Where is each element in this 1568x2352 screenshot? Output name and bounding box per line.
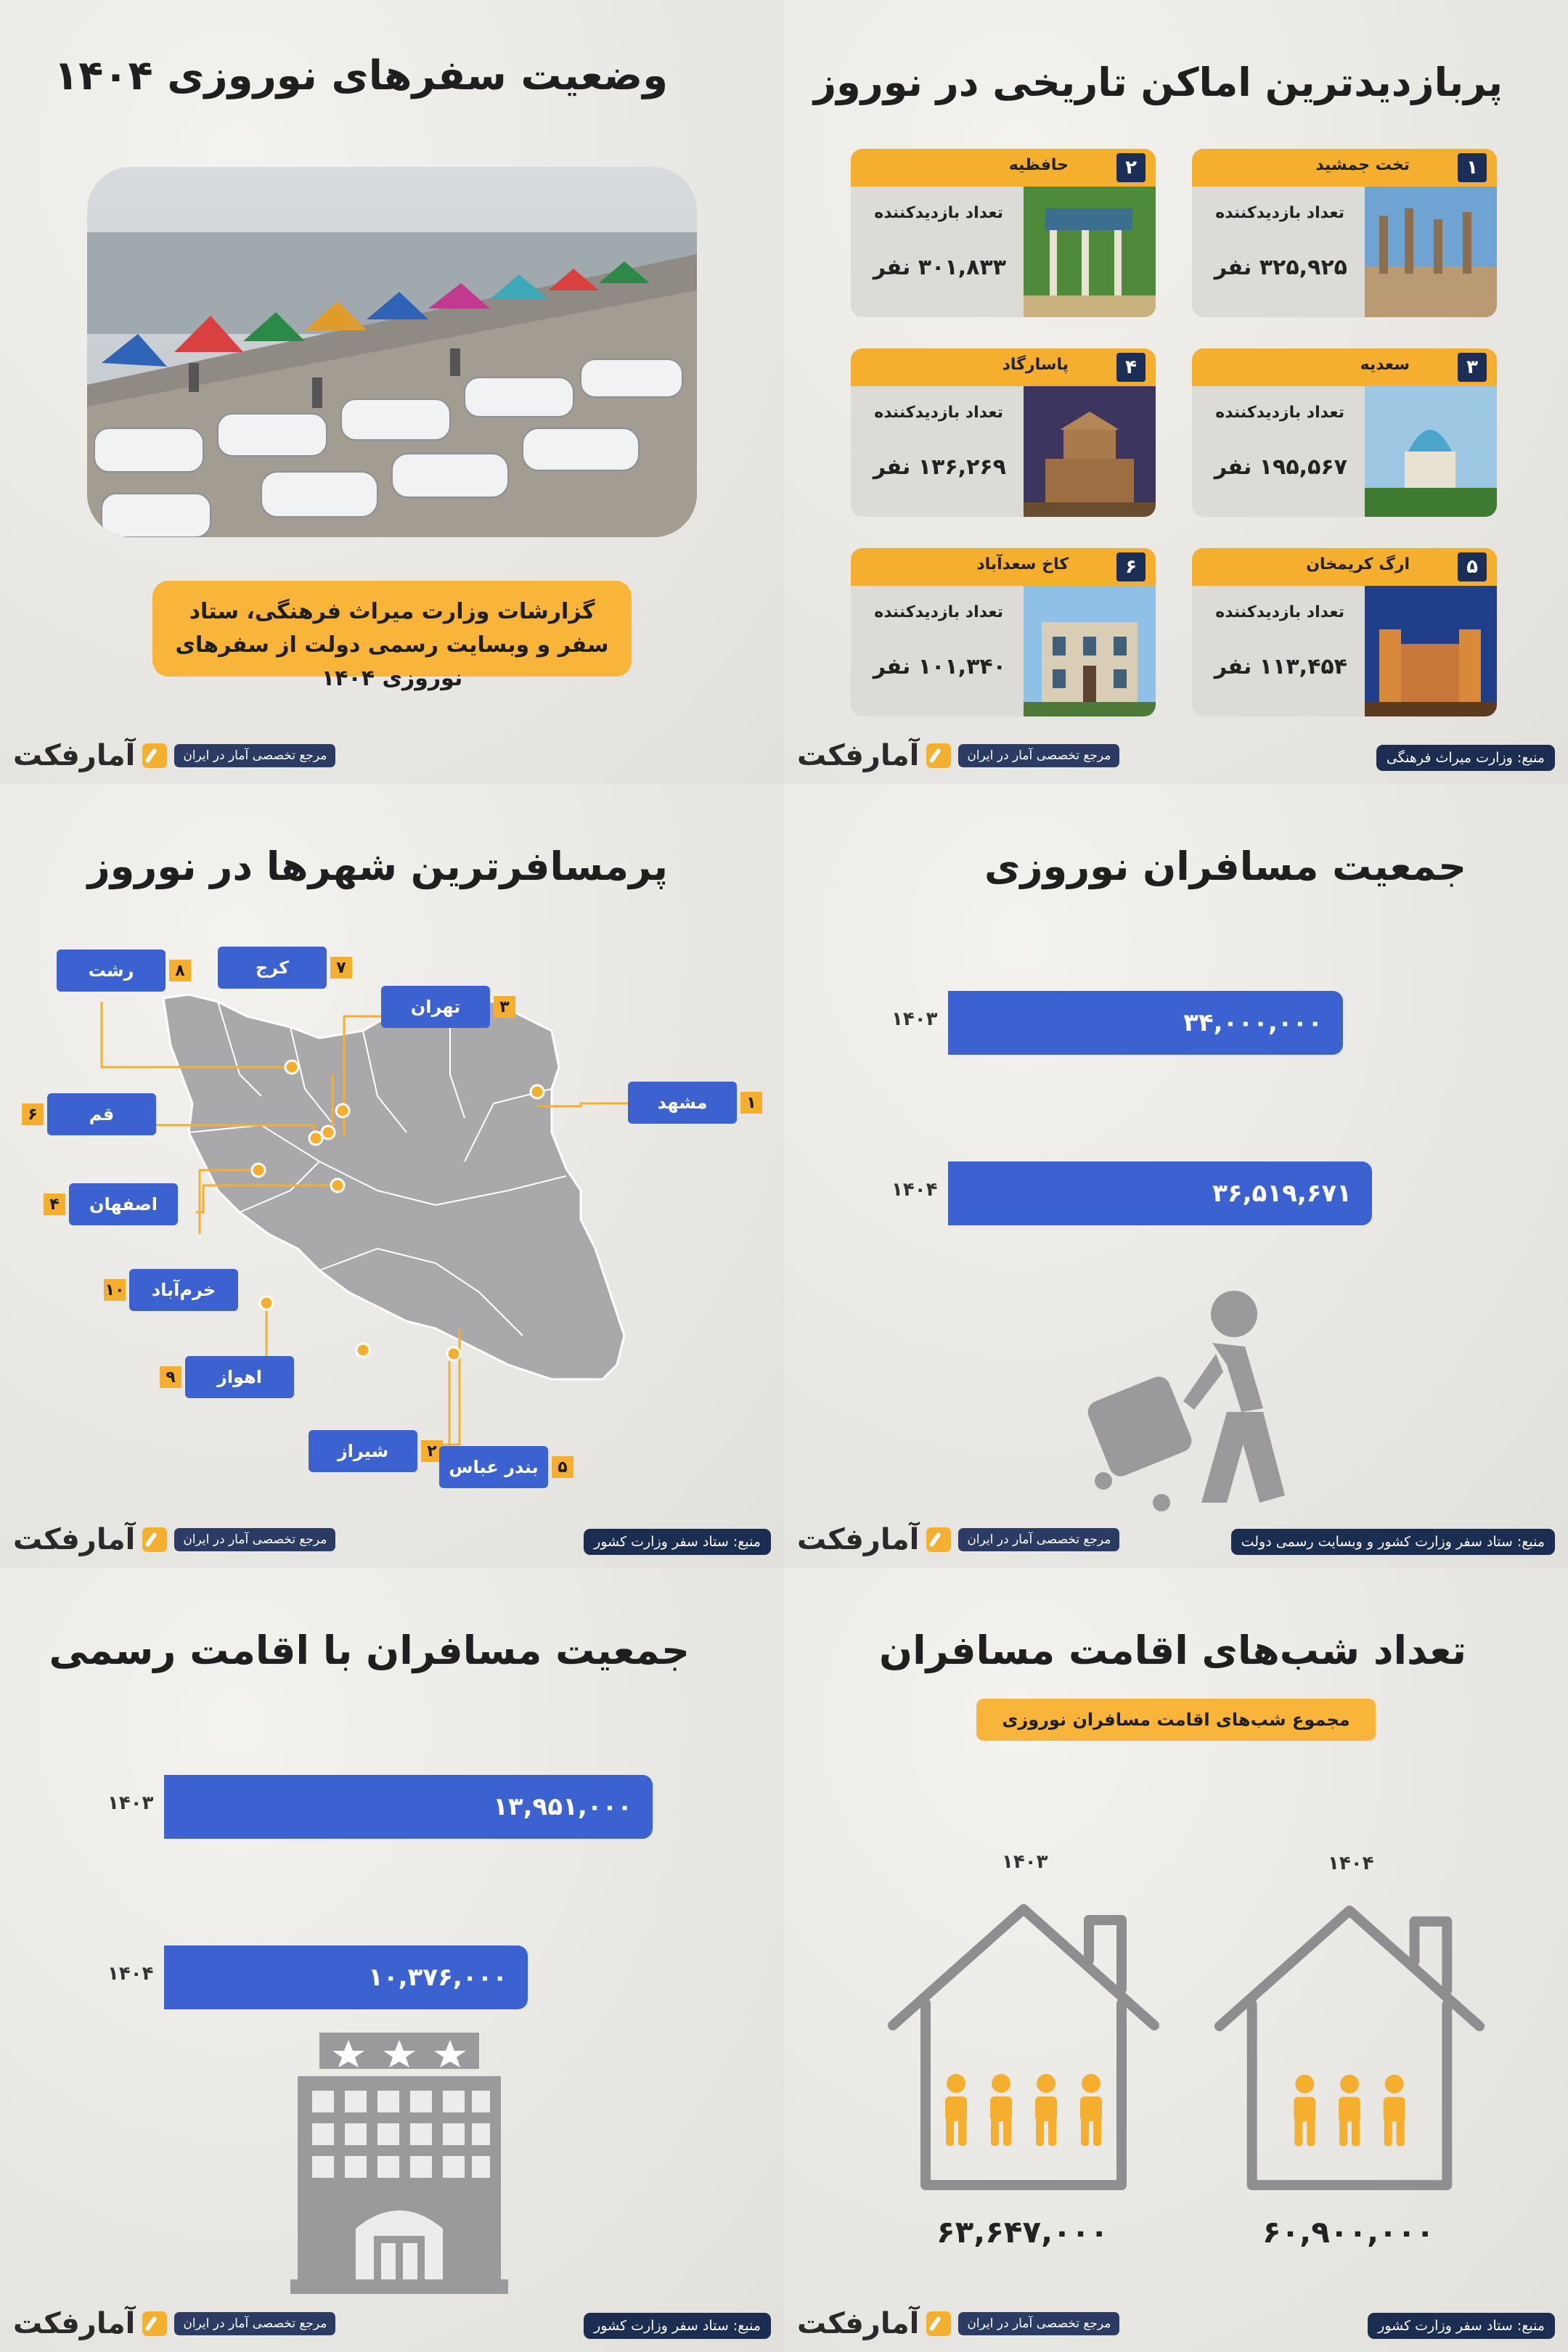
city-rank: ۸ xyxy=(169,960,191,981)
city-label-mashhad: مشهد xyxy=(628,1082,737,1124)
city-rank: ۴ xyxy=(44,1193,65,1215)
brand-footer xyxy=(13,1523,335,1556)
city-label-bandar-abbas: بندر عباس xyxy=(439,1446,548,1488)
city-label-shiraz: شیراز xyxy=(309,1430,417,1472)
house-year-label: ۱۴۰۴ xyxy=(1328,1853,1374,1874)
brand-logo: آمارفکت xyxy=(13,1523,136,1556)
brand-logo-icon xyxy=(926,2311,951,2336)
brand-tagline: مرجع تخصصی آمار در ایران xyxy=(174,744,335,767)
city-rank: ۹ xyxy=(160,1366,181,1388)
bar-category-label: ۱۴۰۳ xyxy=(891,1008,938,1030)
site-name: تخت جمشید xyxy=(1315,156,1410,174)
brand-logo: آمارفکت xyxy=(797,739,920,772)
brand-footer xyxy=(797,2307,1119,2340)
site-visitor-value: ۳۰۱,۸۳۳ نفر xyxy=(873,255,1006,280)
bar-category-label: ۱۴۰۴ xyxy=(891,1179,938,1201)
site-rank: ۵ xyxy=(1458,552,1487,581)
house-icon xyxy=(1205,1882,1494,2221)
site-visitor-label: تعداد بازدیدکننده xyxy=(874,603,1003,621)
travelers-panel xyxy=(784,784,1568,1568)
bar-value-label: ۱۰,۳۷۶,۰۰۰ xyxy=(368,1963,507,1992)
sites-title: پربازدیدترین اماکن تاریخی در نوروز xyxy=(814,60,1503,105)
brand-footer xyxy=(13,739,335,772)
brand-tagline: مرجع تخصصی آمار در ایران xyxy=(174,1528,335,1551)
karimkhan-citadel-image xyxy=(1365,586,1497,716)
site-name: سعدیه xyxy=(1360,356,1410,374)
persepolis-image xyxy=(1365,187,1497,317)
bar xyxy=(948,991,1343,1055)
brand-tagline: مرجع تخصصی آمار در ایران xyxy=(174,2312,335,2335)
saadieh-image xyxy=(1365,386,1497,517)
city-rank: ۷ xyxy=(330,957,352,979)
site-visitor-value: ۱۳۶,۲۶۹ نفر xyxy=(873,454,1006,480)
cities-title: پرمسافرترین شهرها در نوروز xyxy=(87,844,668,889)
site-visitor-label: تعداد بازدیدکننده xyxy=(874,404,1003,422)
site-card xyxy=(1192,348,1497,517)
person-icon xyxy=(1294,2075,1315,2147)
bar-value-label: ۳۶,۵۱۹,۶۷۱ xyxy=(1212,1179,1352,1208)
traveler-with-luggage-icon xyxy=(1053,1285,1299,1517)
city-label-ahvaz: اهواز xyxy=(185,1356,294,1398)
site-rank: ۲ xyxy=(1116,153,1146,182)
site-card xyxy=(1192,548,1497,716)
source-label: منبع: ستاد سفر وزارت کشور xyxy=(584,1529,771,1555)
house-value-label: ۶۳,۶۴۷,۰۰۰ xyxy=(936,2214,1108,2250)
city-rank: ۱ xyxy=(740,1092,762,1114)
person-icon xyxy=(990,2074,1012,2146)
brand-footer xyxy=(797,1523,1119,1556)
site-card xyxy=(1192,149,1497,317)
city-label-karaj: کرج xyxy=(218,947,327,989)
brand-logo-icon xyxy=(926,1527,951,1552)
brand-logo-icon xyxy=(142,743,167,768)
city-rank: ۲ xyxy=(421,1440,443,1462)
bar xyxy=(164,1775,653,1839)
brand-logo-icon xyxy=(926,743,951,768)
site-rank: ۶ xyxy=(1116,552,1146,581)
person-icon xyxy=(1035,2074,1057,2146)
site-visitor-value: ۱۰۱,۳۴۰ نفر xyxy=(873,654,1006,679)
source-label: منبع: ستاد سفر وزارت کشور xyxy=(584,2313,771,2339)
site-name: پاسارگاد xyxy=(1002,356,1069,374)
brand-tagline: مرجع تخصصی آمار در ایران xyxy=(958,1528,1119,1551)
source-label: منبع: ستاد سفر وزارت کشور xyxy=(1368,2313,1555,2339)
site-visitor-value: ۱۹۵,۵۶۷ نفر xyxy=(1214,454,1347,480)
nights-title: تعداد شب‌های اقامت مسافران xyxy=(879,1628,1466,1673)
city-label-tehran: تهران xyxy=(381,986,490,1028)
site-visitor-value: ۳۲۵,۹۲۵ نفر xyxy=(1214,255,1347,280)
overview-note: گزارشات وزارت میراث فرهنگی، ستاد سفر و وبسایت رسمی دولت از سفرهای نوروزی ۱۴۰۴ xyxy=(152,581,632,677)
brand-tagline: مرجع تخصصی آمار در ایران xyxy=(958,744,1119,767)
house-value-label: ۶۰,۹۰۰,۰۰۰ xyxy=(1262,2214,1434,2250)
site-rank: ۴ xyxy=(1116,353,1146,382)
bar-category-label: ۱۴۰۴ xyxy=(107,1963,154,1985)
city-label-khorramabad: خرم‌آباد xyxy=(129,1269,238,1311)
source-label: منبع: ستاد سفر وزارت کشور و وبسایت رسمی دولت xyxy=(1231,1529,1555,1555)
bar xyxy=(164,1945,528,2009)
sites-panel xyxy=(784,0,1568,784)
site-rank: ۱ xyxy=(1458,153,1487,182)
nights-chart xyxy=(784,1568,1568,2352)
brand-logo: آمارفکت xyxy=(797,1523,920,1556)
city-label-qom: قم xyxy=(47,1093,156,1135)
city-rank: ۱۰ xyxy=(104,1279,126,1301)
bar-value-label: ۳۴,۰۰۰,۰۰۰ xyxy=(1183,1008,1323,1037)
site-name: حافظیه xyxy=(1008,156,1069,174)
brand-footer xyxy=(13,2307,335,2340)
brand-footer xyxy=(797,739,1119,772)
bar-category-label: ۱۴۰۳ xyxy=(107,1792,154,1814)
brand-tagline: مرجع تخصصی آمار در ایران xyxy=(958,2312,1119,2335)
city-label-rasht: رشت xyxy=(57,950,166,992)
hafezieh-image xyxy=(1024,187,1156,317)
nights-panel xyxy=(784,1568,1568,2352)
city-rank: ۳ xyxy=(494,996,515,1018)
city-label-isfahan: اصفهان xyxy=(69,1183,178,1225)
cities-panel xyxy=(0,784,784,1568)
official-stay-title: جمعیت مسافران با اقامت رسمی xyxy=(49,1628,690,1673)
pasargad-image xyxy=(1024,386,1156,517)
site-card xyxy=(851,149,1156,317)
travelers-title: جمعیت مسافران نوروزی xyxy=(984,844,1466,889)
overview-panel xyxy=(0,0,784,784)
official-stay-panel xyxy=(0,1568,784,2352)
person-icon xyxy=(945,2074,967,2146)
site-visitor-label: تعداد بازدیدکننده xyxy=(1215,204,1344,222)
site-visitor-label: تعداد بازدیدکننده xyxy=(874,204,1003,222)
person-icon xyxy=(1339,2075,1360,2147)
site-name: کاخ سعدآباد xyxy=(976,555,1069,573)
city-rank: ۶ xyxy=(22,1103,44,1125)
brand-logo: آمارفکت xyxy=(13,2307,136,2340)
saadabad-palace-image xyxy=(1024,586,1156,716)
bar-value-label: ۱۳,۹۵۱,۰۰۰ xyxy=(493,1792,632,1821)
site-card xyxy=(851,548,1156,716)
brand-logo: آمارفکت xyxy=(797,2307,920,2340)
person-icon xyxy=(1080,2074,1102,2146)
house-icon xyxy=(878,1880,1169,2221)
site-name: ارگ کریمخان xyxy=(1306,555,1410,573)
site-rank: ۳ xyxy=(1458,353,1487,382)
bar xyxy=(948,1161,1372,1225)
person-icon xyxy=(1384,2075,1405,2147)
site-card xyxy=(851,348,1156,517)
site-visitor-label: تعداد بازدیدکننده xyxy=(1215,603,1344,621)
overview-title: وضعیت سفرهای نوروزی ۱۴۰۴ xyxy=(53,52,668,99)
brand-logo: آمارفکت xyxy=(13,739,136,772)
nights-subtitle: مجموع شب‌های اقامت مسافران نوروزی xyxy=(976,1699,1376,1741)
brand-logo-icon xyxy=(142,2311,167,2336)
house-year-label: ۱۴۰۳ xyxy=(1002,1851,1048,1873)
hotel-icon xyxy=(290,2033,508,2294)
city-rank: ۵ xyxy=(552,1456,573,1478)
source-label: منبع: وزارت میراث فرهنگی xyxy=(1376,745,1555,771)
brand-logo-icon xyxy=(142,1527,167,1552)
beach-photo xyxy=(87,167,697,537)
site-visitor-value: ۱۱۳,۴۵۴ نفر xyxy=(1214,654,1347,679)
site-visitor-label: تعداد بازدیدکننده xyxy=(1215,404,1344,422)
